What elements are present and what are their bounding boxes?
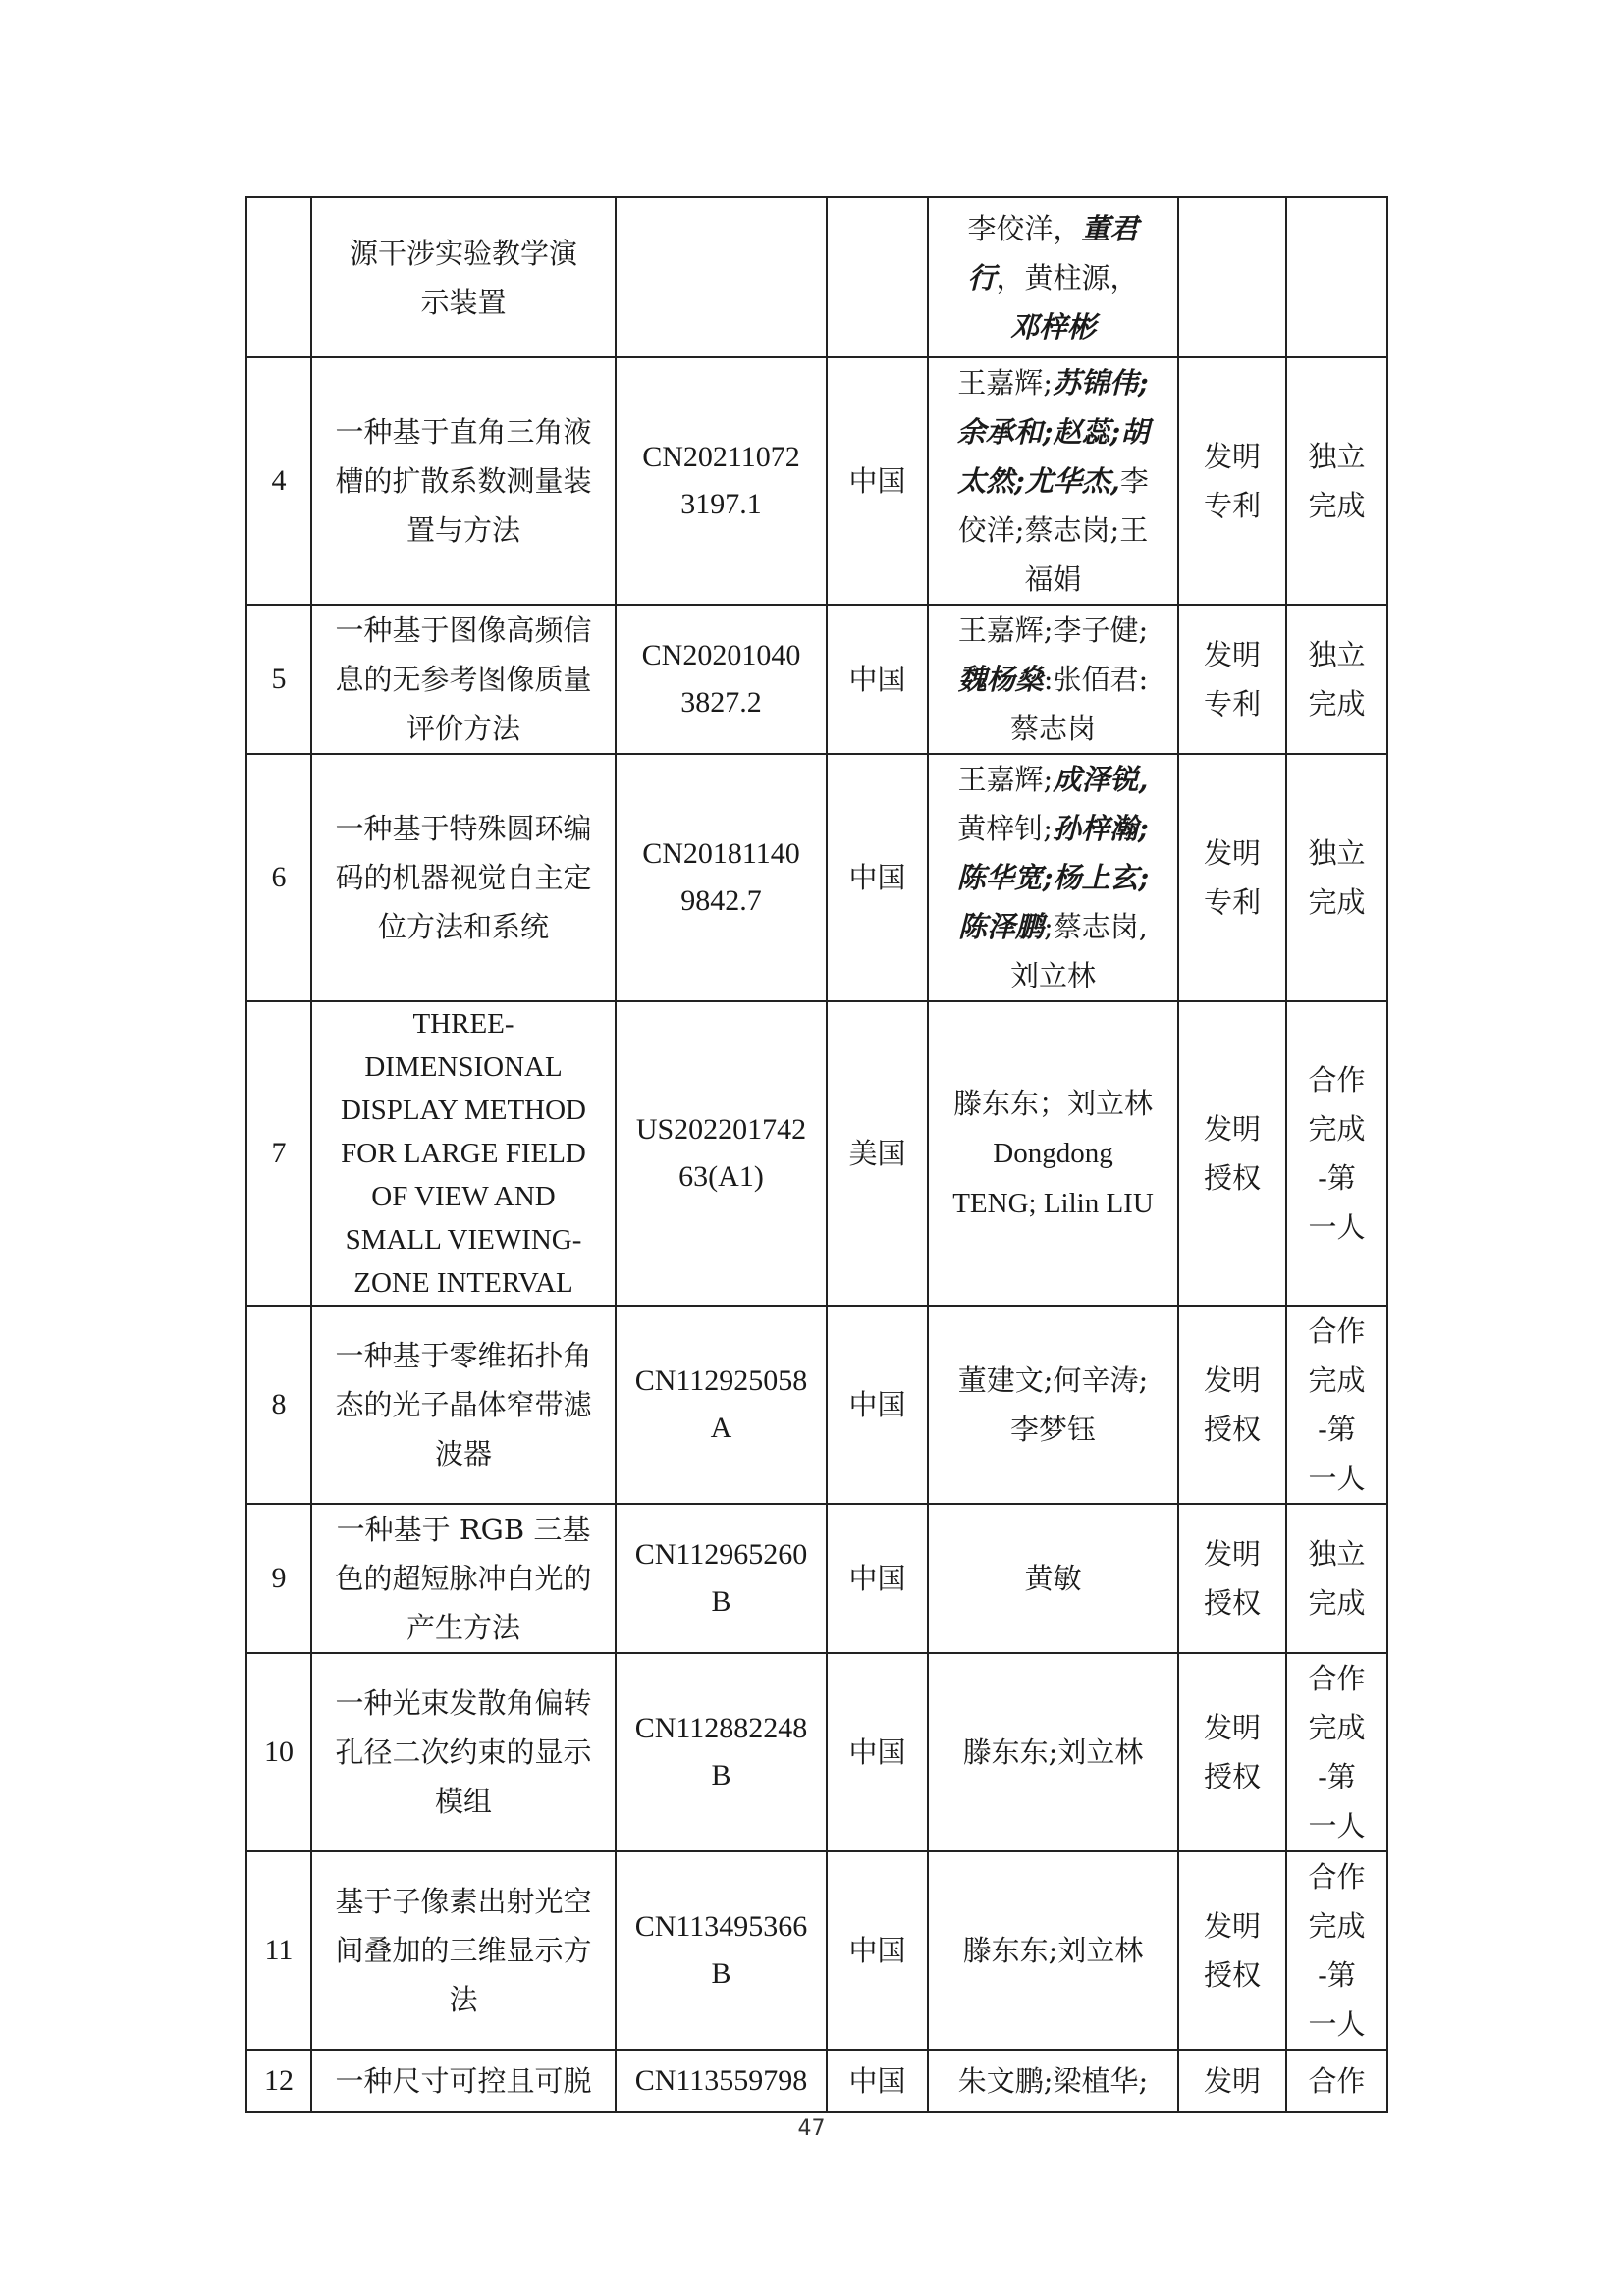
country: 中国 (827, 1306, 928, 1504)
patent-number-line: B (711, 1585, 731, 1618)
patent-type (1178, 2050, 1286, 2112)
completion-status-line: 一人 (1308, 1210, 1366, 1244)
patent-type-line: 发明 (1203, 1112, 1261, 1146)
patent-type-line: 授权 (1203, 1958, 1261, 1992)
patent-table (245, 196, 1388, 2113)
patent-title-line: 孔径二次约束的显示 (335, 1735, 592, 1769)
table-row (246, 605, 1387, 754)
inventors-line (939, 1405, 1167, 1454)
completion-status-line: 完成 (1308, 489, 1366, 522)
inventors (928, 1653, 1178, 1851)
patent-title (311, 754, 616, 1001)
patent-title-line: 一种基于 RGB 三基 (336, 1513, 591, 1546)
table-row (246, 2050, 1387, 2112)
inventors-line (939, 407, 1167, 456)
completion-status-line: 完成 (1308, 1363, 1366, 1397)
patent-title-line: 息的无参考图像质量 (335, 663, 592, 696)
patent-number-line: CN112882248 (634, 1712, 808, 1744)
completion-status-line: 一人 (1308, 2007, 1366, 2041)
inventors-line (939, 755, 1167, 804)
inventors-line (939, 902, 1167, 951)
inventor-text: 董建文;何辛涛; (957, 1363, 1149, 1397)
inventors-line (939, 804, 1167, 853)
inventor-text: 王嘉辉; (957, 763, 1054, 796)
inventors-line (939, 655, 1167, 704)
inventor-text: 黄敏 (1024, 1562, 1082, 1595)
inventor-text: 王嘉辉;李子健; (957, 614, 1149, 647)
inventor-text: 滕东东;刘立林 (962, 1934, 1144, 1967)
completion-status-line: 完成 (1308, 1586, 1366, 1620)
completion-status-line: -第 (1318, 1958, 1356, 1992)
patent-type (1178, 605, 1286, 754)
patent-number-line: 3827.2 (680, 686, 762, 719)
inventor-text: 李 (1119, 464, 1149, 498)
patent-title-line: 法 (449, 1983, 478, 2016)
inventor-text: Dongdong (993, 1138, 1113, 1169)
completion-status-line: 完成 (1308, 687, 1366, 721)
patent-type (1178, 197, 1286, 357)
inventors-line (939, 1728, 1167, 1777)
inventor-text: ，黄柱源， (996, 260, 1139, 294)
patent-title-line: 源干涉实验教学演 (349, 236, 577, 270)
completion-status (1286, 1504, 1387, 1653)
patent-number-line: CN113495366 (634, 1910, 808, 1943)
patent-title-line: THREE- (412, 1008, 514, 1040)
inventor-highlighted: 董君 (1081, 211, 1139, 245)
patent-number-line: CN112965260 (634, 1538, 808, 1571)
row-number: 8 (246, 1306, 311, 1504)
patent-title-line: 槽的扩散系数测量装 (335, 464, 592, 498)
row-number: 11 (246, 1851, 311, 2050)
inventor-text: 王嘉辉; (957, 366, 1054, 400)
inventor-highlighted: 苏锦伟; (1053, 366, 1149, 400)
patent-number (616, 1851, 827, 2050)
inventor-text: 刘立林 (1009, 959, 1096, 992)
patent-title-line: 示装置 (420, 285, 507, 319)
patent-number-line: CN20181140 (642, 837, 800, 870)
patent-title-line: OF VIEW AND (371, 1181, 556, 1212)
completion-status-line: 完成 (1308, 1711, 1366, 1744)
inventor-highlighted: 孙梓瀚; (1053, 812, 1149, 845)
patent-title-line: 一种尺寸可控且可脱 (335, 2064, 592, 2098)
inventors-line (939, 606, 1167, 655)
completion-status (1286, 1653, 1387, 1851)
row-number: 4 (246, 357, 311, 605)
patent-title-line: 一种基于图像高频信 (335, 614, 592, 647)
patent-type (1178, 1001, 1286, 1306)
patent-type-line: 发明 (1203, 836, 1261, 870)
patent-title (311, 197, 616, 357)
inventors-line (939, 853, 1167, 902)
table-row (246, 1504, 1387, 1653)
patent-type-line: 发明 (1203, 638, 1261, 671)
table-row (246, 1306, 1387, 1504)
patent-number-line: CN20211072 (642, 441, 800, 473)
patent-number-line: A (710, 1412, 732, 1444)
row-number: 7 (246, 1001, 311, 1306)
patent-number-line: CN112925058 (634, 1364, 808, 1397)
inventor-text: TENG; Lilin LIU (952, 1188, 1154, 1219)
patent-number (616, 754, 827, 1001)
patent-title-line: 模组 (434, 1785, 492, 1818)
inventors (928, 1851, 1178, 2050)
patent-title-line: 间叠加的三维显示方 (335, 1934, 592, 1967)
inventor-highlighted: 邓梓彬 (1009, 309, 1096, 344)
patent-type (1178, 1851, 1286, 2050)
completion-status (1286, 1851, 1387, 2050)
patent-type-line: 发明 (1203, 1711, 1261, 1744)
patent-title (311, 605, 616, 754)
inventor-highlighted: 余承和;赵蕊;胡 (956, 415, 1150, 449)
completion-status-line: 独立 (1308, 638, 1366, 671)
patent-title-line: SMALL VIEWING- (345, 1224, 582, 1255)
inventor-highlighted: 魏杨燊 (957, 663, 1044, 696)
patent-number (616, 605, 827, 754)
inventor-text: 佼洋;蔡志岗;王 (957, 513, 1149, 547)
completion-status-line: 独立 (1308, 1537, 1366, 1571)
completion-status-line: 完成 (1308, 885, 1366, 919)
country: 中国 (827, 1504, 928, 1653)
inventors-line (939, 555, 1167, 604)
country: 中国 (827, 605, 928, 754)
patent-number-line: US202201742 (635, 1113, 807, 1146)
completion-status-line: 一人 (1308, 1462, 1366, 1495)
row-number: 12 (246, 2050, 311, 2112)
inventors-line (939, 1926, 1167, 1975)
inventor-text: 福娟 (1024, 562, 1082, 596)
patent-title (311, 357, 616, 605)
country (827, 197, 928, 357)
patent-title (311, 1001, 616, 1306)
patent-type-line: 授权 (1203, 1760, 1261, 1793)
completion-status-line: -第 (1318, 1760, 1356, 1793)
inventors (928, 1306, 1178, 1504)
patent-type-line: 发明 (1203, 440, 1261, 473)
inventor-highlighted: 太然;尤华杰, (957, 464, 1120, 498)
inventors-line (939, 951, 1167, 1000)
patent-type-line: 发明 (1203, 1537, 1261, 1571)
patent-title-line: 评价方法 (406, 712, 520, 745)
completion-status-line: 合作 (1308, 1314, 1366, 1348)
row-number: 5 (246, 605, 311, 754)
completion-status (1286, 754, 1387, 1001)
inventors-line (939, 2056, 1167, 2106)
patent-number (616, 1504, 827, 1653)
completion-status (1286, 197, 1387, 357)
inventor-text: 李佼洋， (967, 211, 1082, 245)
inventor-text: 朱文鹏;梁植华; (957, 2064, 1149, 2098)
patent-number (616, 1001, 827, 1306)
completion-status-line: 合作 (1308, 1662, 1366, 1695)
country: 中国 (827, 357, 928, 605)
patent-title-line: DIMENSIONAL (364, 1051, 563, 1083)
completion-status-line: 完成 (1308, 1112, 1366, 1146)
completion-status-line: -第 (1318, 1413, 1356, 1446)
inventor-text: 滕东东;刘立林 (962, 1735, 1144, 1769)
inventor-text: :张佰君: (1043, 663, 1149, 696)
patent-title-line: 码的机器视觉自主定 (335, 861, 592, 894)
country: 中国 (827, 754, 928, 1001)
country: 中国 (827, 2050, 928, 2112)
inventors-line (939, 302, 1167, 351)
table-row (246, 1851, 1387, 2050)
inventors (928, 754, 1178, 1001)
patent-type-line: 发明 (1203, 1909, 1261, 1943)
page-number: 47 (797, 2116, 826, 2141)
patent-number (616, 197, 827, 357)
patent-type-line: 发明 (1203, 2064, 1261, 2098)
inventors-line (939, 1079, 1167, 1128)
completion-status-line: 合作 (1308, 1063, 1366, 1096)
patent-title (311, 2050, 616, 2112)
completion-status (1286, 1306, 1387, 1504)
patent-type-line: 发明 (1203, 1363, 1261, 1397)
patent-type-line: 专利 (1203, 885, 1261, 919)
table-row (246, 1653, 1387, 1851)
table-row (246, 1001, 1387, 1306)
patent-type-line: 专利 (1203, 489, 1261, 522)
country: 中国 (827, 1851, 928, 2050)
completion-status-line: 独立 (1308, 440, 1366, 473)
patent-type-line: 授权 (1203, 1413, 1261, 1446)
completion-status (1286, 357, 1387, 605)
inventors-line (939, 456, 1167, 506)
table-row (246, 357, 1387, 605)
patent-type-line: 授权 (1203, 1586, 1261, 1620)
completion-status-line: 合作 (1308, 1860, 1366, 1894)
inventor-text: 黄梓钊; (957, 812, 1054, 845)
inventor-highlighted: 成泽锐, (1053, 763, 1149, 796)
patent-title-line: 一种光束发散角偏转 (335, 1686, 592, 1720)
patent-type-line: 授权 (1203, 1161, 1261, 1195)
inventor-text: 蔡志岗 (1009, 712, 1096, 745)
patent-type-line: 专利 (1203, 687, 1261, 721)
completion-status-line: 一人 (1308, 1809, 1366, 1842)
inventor-text: ;蔡志岗, (1044, 910, 1148, 943)
patent-number (616, 1306, 827, 1504)
patent-number-line: B (711, 1759, 731, 1791)
inventors (928, 605, 1178, 754)
inventor-highlighted: 行 (967, 260, 997, 294)
patent-title-line: 色的超短脉冲白光的 (335, 1562, 592, 1595)
patent-type (1178, 357, 1286, 605)
country: 中国 (827, 1653, 928, 1851)
patent-title (311, 1306, 616, 1504)
patent-type (1178, 754, 1286, 1001)
inventors (928, 2050, 1178, 2112)
patent-title-line: 产生方法 (406, 1611, 520, 1644)
patent-type (1178, 1504, 1286, 1653)
patent-title (311, 1851, 616, 2050)
patent-title-line: 波器 (434, 1437, 492, 1470)
completion-status-line: 合作 (1308, 2064, 1366, 2098)
inventors-line (939, 1128, 1167, 1178)
inventors-line (939, 1554, 1167, 1603)
patent-title (311, 1653, 616, 1851)
patent-number-line: CN20201040 (641, 639, 801, 671)
completion-status (1286, 1001, 1387, 1306)
patent-number-line: 3197.1 (680, 488, 762, 520)
patent-number-line: CN113559798 (634, 2064, 808, 2097)
patent-number-line: 9842.7 (680, 884, 762, 917)
row-number (246, 197, 311, 357)
inventors-line (939, 1356, 1167, 1405)
patent-title-line: FOR LARGE FIELD (341, 1138, 586, 1169)
completion-status (1286, 2050, 1387, 2112)
inventor-highlighted: 陈华宽;杨上玄; (956, 861, 1150, 894)
patent-title-line: 态的光子晶体窄带滤 (335, 1388, 592, 1421)
row-number: 9 (246, 1504, 311, 1653)
patent-type (1178, 1653, 1286, 1851)
inventors-line (939, 1178, 1167, 1228)
completion-status-line: 完成 (1308, 1909, 1366, 1943)
inventors-line (939, 506, 1167, 555)
table-row (246, 197, 1387, 357)
table-row (246, 754, 1387, 1001)
patent-number-line: B (711, 1957, 731, 1990)
patent-title-line: DISPLAY METHOD (340, 1095, 586, 1126)
inventors-line (939, 358, 1167, 407)
completion-status-line: -第 (1318, 1161, 1356, 1195)
patent-title-line: 一种基于零维拓扑角 (335, 1339, 592, 1372)
inventors (928, 197, 1178, 357)
inventors-line (939, 704, 1167, 753)
patent-title (311, 1504, 616, 1653)
patent-number (616, 1653, 827, 1851)
patent-title-line: ZONE INTERVAL (353, 1267, 573, 1299)
patent-title-line: 置与方法 (406, 513, 520, 547)
patent-title-line: 一种基于直角三角液 (335, 415, 592, 449)
completion-status (1286, 605, 1387, 754)
patent-number (616, 357, 827, 605)
inventors (928, 1001, 1178, 1306)
patent-number (616, 2050, 827, 2112)
inventor-text: 李梦钰 (1009, 1413, 1096, 1446)
inventors (928, 357, 1178, 605)
patent-number-line: 63(A1) (678, 1160, 764, 1193)
inventors-line (939, 204, 1167, 253)
row-number: 6 (246, 754, 311, 1001)
row-number: 10 (246, 1653, 311, 1851)
inventors-line (939, 253, 1167, 302)
patent-title-line: 基于子像素出射光空 (335, 1885, 592, 1918)
patent-type (1178, 1306, 1286, 1504)
inventors (928, 1504, 1178, 1653)
completion-status-line: 独立 (1308, 836, 1366, 870)
patent-title-line: 位方法和系统 (377, 910, 549, 943)
patent-title-line: 一种基于特殊圆环编 (335, 812, 592, 845)
inventor-text: 滕东东；刘立林 (952, 1087, 1153, 1120)
country: 美国 (827, 1001, 928, 1306)
inventor-highlighted: 陈泽鹏 (957, 910, 1044, 943)
